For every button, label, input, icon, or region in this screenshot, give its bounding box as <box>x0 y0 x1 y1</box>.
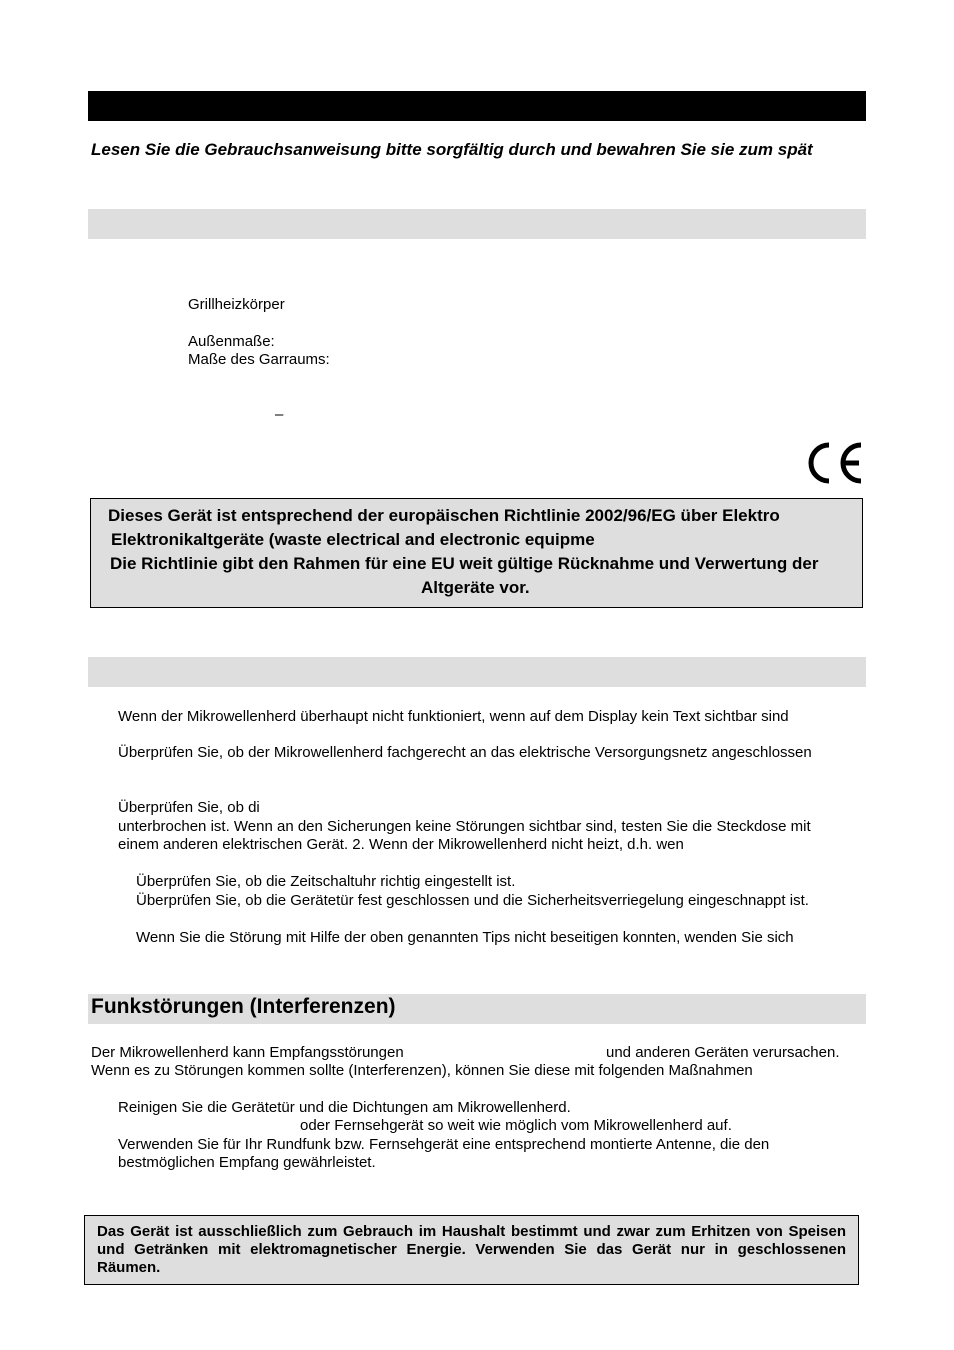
section-header-bar-2 <box>88 657 866 687</box>
trouble-line-2: Überprüfen Sie, ob der Mikrowellenherd fachgerecht an das elektrische Versorgungsnetz angeschlossen <box>118 744 812 761</box>
weee-notice-box <box>90 498 863 608</box>
spec-outer-dimensions: Außenmaße: <box>188 333 275 350</box>
ce-mark-icon <box>803 440 865 486</box>
spec-grill: Grillheizkörper <box>188 296 285 313</box>
usage-note-box <box>84 1215 859 1285</box>
section-header-bar-1 <box>88 209 866 239</box>
interference-measure-1: Reinigen Sie die Gerätetür und die Dichtungen am Mikrowellenherd. <box>118 1099 571 1116</box>
header-bar <box>88 91 866 121</box>
usage-note-text: Das Gerät ist ausschließlich zum Gebrauch im Haushalt bestimmt und zwar zum Erhitzen von Speisen und Getränken mit elektromagnetischer Energie. Verwenden Sie das Gerät nur in geschlossenen Räumen. <box>97 1223 846 1276</box>
weee-line-4: Altgeräte vor. <box>421 578 530 597</box>
interference-line-1a: Der Mikrowellenherd kann Empfangsstörungen <box>91 1044 404 1061</box>
spec-dash: – <box>275 406 284 423</box>
trouble-contact-service: Wenn Sie die Störung mit Hilfe der oben genannten Tips nicht beseitigen konnten, wenden Sie sich <box>136 929 794 946</box>
spec-cavity-dimensions: Maße des Garraums: <box>188 351 330 368</box>
trouble-check-timer: Überprüfen Sie, ob die Zeitschaltuhr richtig eingestellt ist. <box>136 873 516 890</box>
trouble-line-1: Wenn der Mikrowellenherd überhaupt nicht funktioniert, wenn auf dem Display kein Text sichtbar sind <box>118 708 789 725</box>
weee-line-3: Die Richtlinie gibt den Rahmen für eine EU weit gültige Rücknahme und Verwertung der <box>110 554 819 573</box>
trouble-line-3: Überprüfen Sie, ob di <box>118 799 260 816</box>
interference-section-title: Funkstörungen (Interferenzen) <box>91 995 396 1018</box>
interference-measure-4: bestmöglichen Empfang gewährleistet. <box>118 1154 376 1171</box>
interference-line-1b: und anderen Geräten verursachen. <box>606 1044 840 1061</box>
interference-measure-3: Verwenden Sie für Ihr Rundfunk bzw. Fernsehgerät eine entsprechend montierte Antenne, die den <box>118 1136 770 1153</box>
trouble-line-5: einem anderen elektrischen Gerät. 2. Wenn der Mikrowellenherd nicht heizt, d.h. wen <box>118 836 684 853</box>
intro-text: Lesen Sie die Gebrauchsanweisung bitte sorgfältig durch und bewahren Sie sie zum spät <box>91 140 813 159</box>
interference-measure-2: oder Fernsehgerät so weit wie möglich vom Mikrowellenherd auf. <box>300 1117 732 1134</box>
weee-line-1: Dieses Gerät ist entsprechend der europäischen Richtlinie 2002/96/EG über Elektro <box>108 506 780 525</box>
trouble-line-4: unterbrochen ist. Wenn an den Sicherungen keine Störungen sichtbar sind, testen Sie die Steckdose mit <box>118 818 811 835</box>
weee-line-2: Elektronikaltgeräte (waste electrical and electronic equipme <box>111 530 595 549</box>
interference-line-2: Wenn es zu Störungen kommen sollte (Interferenzen), können Sie diese mit folgenden Maßnahmen <box>91 1062 753 1079</box>
trouble-check-door: Überprüfen Sie, ob die Gerätetür fest geschlossen und die Sicherheitsverriegelung eingeschnappt ist. <box>136 892 809 909</box>
